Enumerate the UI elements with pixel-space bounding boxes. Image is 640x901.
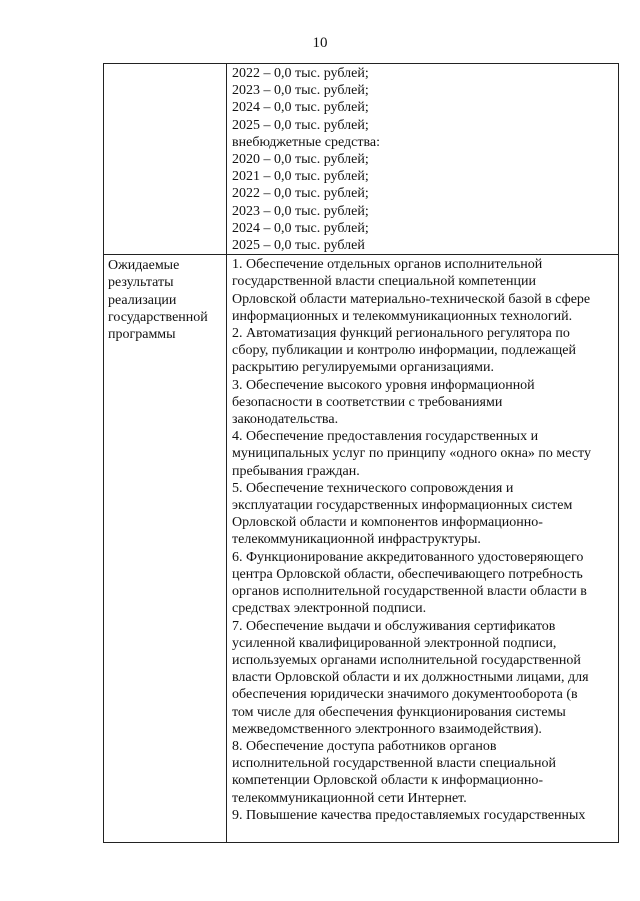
results-label-line: Ожидаемые xyxy=(108,258,180,274)
results-text-line: усиленной квалифицированной электронной подписи, xyxy=(232,635,557,651)
funding-line: 2024 – 0,0 тыс. рублей; xyxy=(232,100,369,116)
results-label-line: реализации xyxy=(108,292,177,308)
results-text-line: 9. Повышение качества предоставляемых государственных xyxy=(232,807,586,823)
results-text-line: государственной власти специальной компетенции xyxy=(232,274,537,290)
results-text-line: 1. Обеспечение отдельных органов исполнительной xyxy=(232,257,543,273)
funding-line: 2023 – 0,0 тыс. рублей; xyxy=(232,203,369,219)
funding-line: 2021 – 0,0 тыс. рублей; xyxy=(232,169,369,185)
expected-results-label-cell xyxy=(104,255,227,843)
results-text-line: Орловской области и компонентов информационно- xyxy=(232,515,543,531)
funding-line: 2024 – 0,0 тыс. рублей; xyxy=(232,220,369,236)
results-text-line: Орловской области материально-технической базой в сфере xyxy=(232,291,591,307)
results-text-line: 5. Обеспечение технического сопровождения и xyxy=(232,480,514,496)
funding-line: 2022 – 0,0 тыс. рублей; xyxy=(232,66,369,81)
results-text-line: обеспечения юридически значимого документооборота (в xyxy=(232,687,578,703)
results-text-line: телекоммуникационной инфраструктуры. xyxy=(232,532,481,548)
funding-label xyxy=(104,64,226,66)
results-text-line: 8. Обеспечение доступа работников органов xyxy=(232,738,497,754)
results-text-line: межведомственного электронного взаимодействия). xyxy=(232,721,542,737)
results-text-line: пребывания граждан. xyxy=(232,463,360,479)
results-text-line: 2. Автоматизация функций регионального регулятора по xyxy=(232,326,570,342)
results-text-line: 4. Обеспечение предоставления государственных и xyxy=(232,429,539,445)
expected-results-row xyxy=(104,255,619,843)
results-text-line: средствах электронной подписи. xyxy=(232,601,427,617)
results-text-line: муниципальных услуг по принципу «одного окна» по месту xyxy=(232,446,591,462)
results-text-line: законодательства. xyxy=(232,412,339,428)
results-text-line: исполнительной государственной власти специальной xyxy=(232,756,556,772)
results-text-line: 7. Обеспечение выдачи и обслуживания сертификатов xyxy=(232,618,556,634)
results-label-line: программы xyxy=(108,327,176,343)
results-text-line: том числе для обеспечения функционирования системы xyxy=(232,704,566,720)
funding-line: 2020 – 0,0 тыс. рублей; xyxy=(232,152,369,168)
funding-values-cell xyxy=(227,64,619,255)
results-text-line: центра Орловской области, обеспечивающего потребность xyxy=(232,566,583,582)
results-text-line: власти Орловской области и их должностными лицами, для xyxy=(232,670,589,686)
results-text-line: сбору, публикации и контролю информации, подлежащей xyxy=(232,343,576,359)
results-label-line: результаты xyxy=(108,275,174,291)
results-text-line: органов исполнительной государственной власти области в xyxy=(232,584,587,600)
funding-label-cell xyxy=(104,64,227,255)
funding-line: 2025 – 0,0 тыс. рублей xyxy=(232,238,365,254)
results-text-line: телекоммуникационной сети Интернет. xyxy=(232,790,467,806)
funding-line: 2023 – 0,0 тыс. рублей; xyxy=(232,83,369,99)
results-text-line: раскрытию регулируемыми организациями. xyxy=(232,360,494,376)
funding-line: внебюджетные средства: xyxy=(232,134,380,150)
funding-line: 2022 – 0,0 тыс. рублей; xyxy=(232,186,369,202)
results-label-line: государственной xyxy=(108,309,208,325)
funding-row xyxy=(104,64,619,255)
results-text-line: используемых органами исполнительной государственной xyxy=(232,652,581,668)
funding-line: 2025 – 0,0 тыс. рублей; xyxy=(232,117,369,133)
results-text-line: информационных и телекоммуникационных технологий. xyxy=(232,308,573,324)
expected-results-text xyxy=(227,255,618,824)
results-text-line: эксплуатации государственных информационных систем xyxy=(232,498,573,514)
funding-lines xyxy=(227,64,618,254)
results-text-line: компетенции Орловской области к информационно- xyxy=(232,773,543,789)
results-text-line: 3. Обеспечение высокого уровня информационной xyxy=(232,377,535,393)
results-text-line: безопасности в соответствии с требованиями xyxy=(232,394,503,410)
expected-results-label xyxy=(104,255,226,343)
expected-results-text-cell xyxy=(227,255,619,843)
page-number: 10 xyxy=(312,35,328,51)
results-text-line: 6. Функционирование аккредитованного удостоверяющего xyxy=(232,549,584,565)
program-passport-table xyxy=(103,63,619,843)
